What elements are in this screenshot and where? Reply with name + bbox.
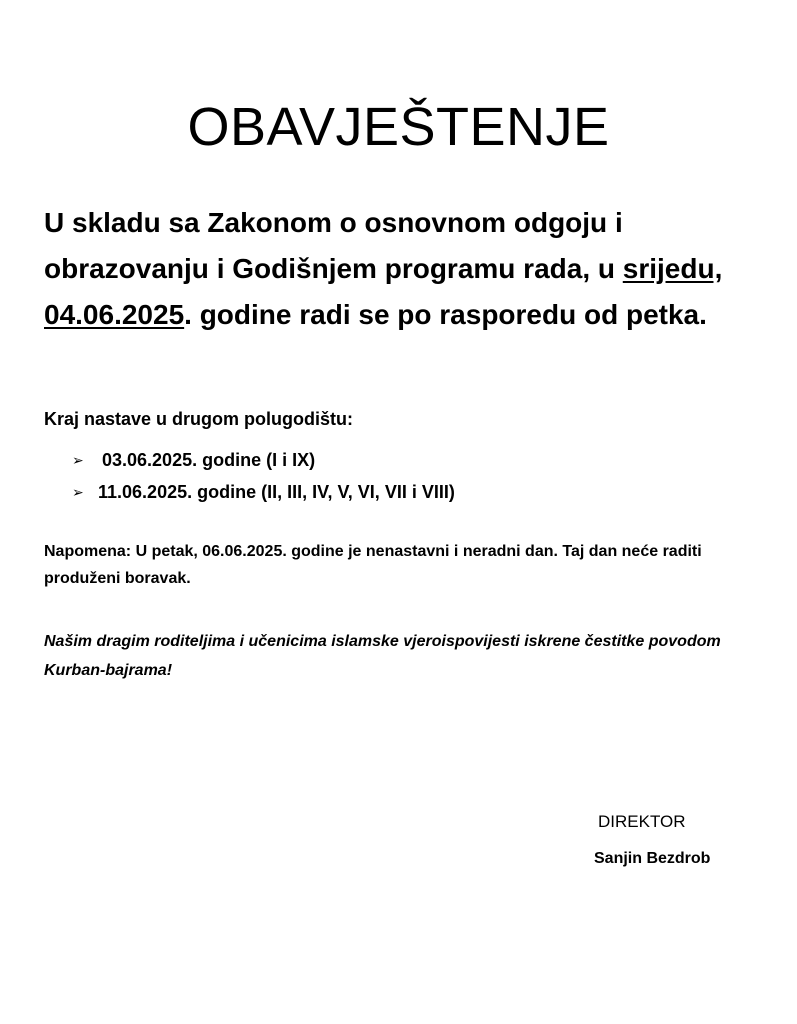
list-item [72,476,455,508]
signature-name: Sanjin Bezdrob [594,850,711,867]
list-item-text: 03.06.2025. godine (I i IX) [102,450,316,470]
end-of-classes-heading: Kraj nastave u drugom polugodištu: [44,409,354,429]
list-item-text: 11.06.2025. godine (II, III, IV, V, VI, VII i VIII) [98,482,455,502]
signature-role: DIREKTOR [598,812,686,831]
list-item [72,444,455,476]
arrow-bullet-icon: ➢ [72,484,84,500]
greeting-paragraph: Našim dragim roditeljima i učenicima islamske vjeroispovijesti iskrene čestitke povodom Kurban-bajrama! [44,633,721,679]
intro-text-start: U skladu sa Zakonom o osnovnom odgoju i obrazovanju i Godišnjem programu rada, u [44,207,623,284]
intro-underlined-date: srijedu, 04.06.2025 [44,253,723,330]
intro-text-end: . godine radi se po rasporedu od petka. [184,299,707,330]
notice-title: OBAVJEŠTENJE [187,97,610,157]
note-paragraph: Napomena: U petak, 06.06.2025. godine je nenastavni i neradni dan. Taj dan neće raditi produženi boravak. [44,543,702,587]
end-of-classes-list [72,444,455,508]
intro-paragraph [44,200,744,338]
arrow-bullet-icon: ➢ [72,452,84,468]
